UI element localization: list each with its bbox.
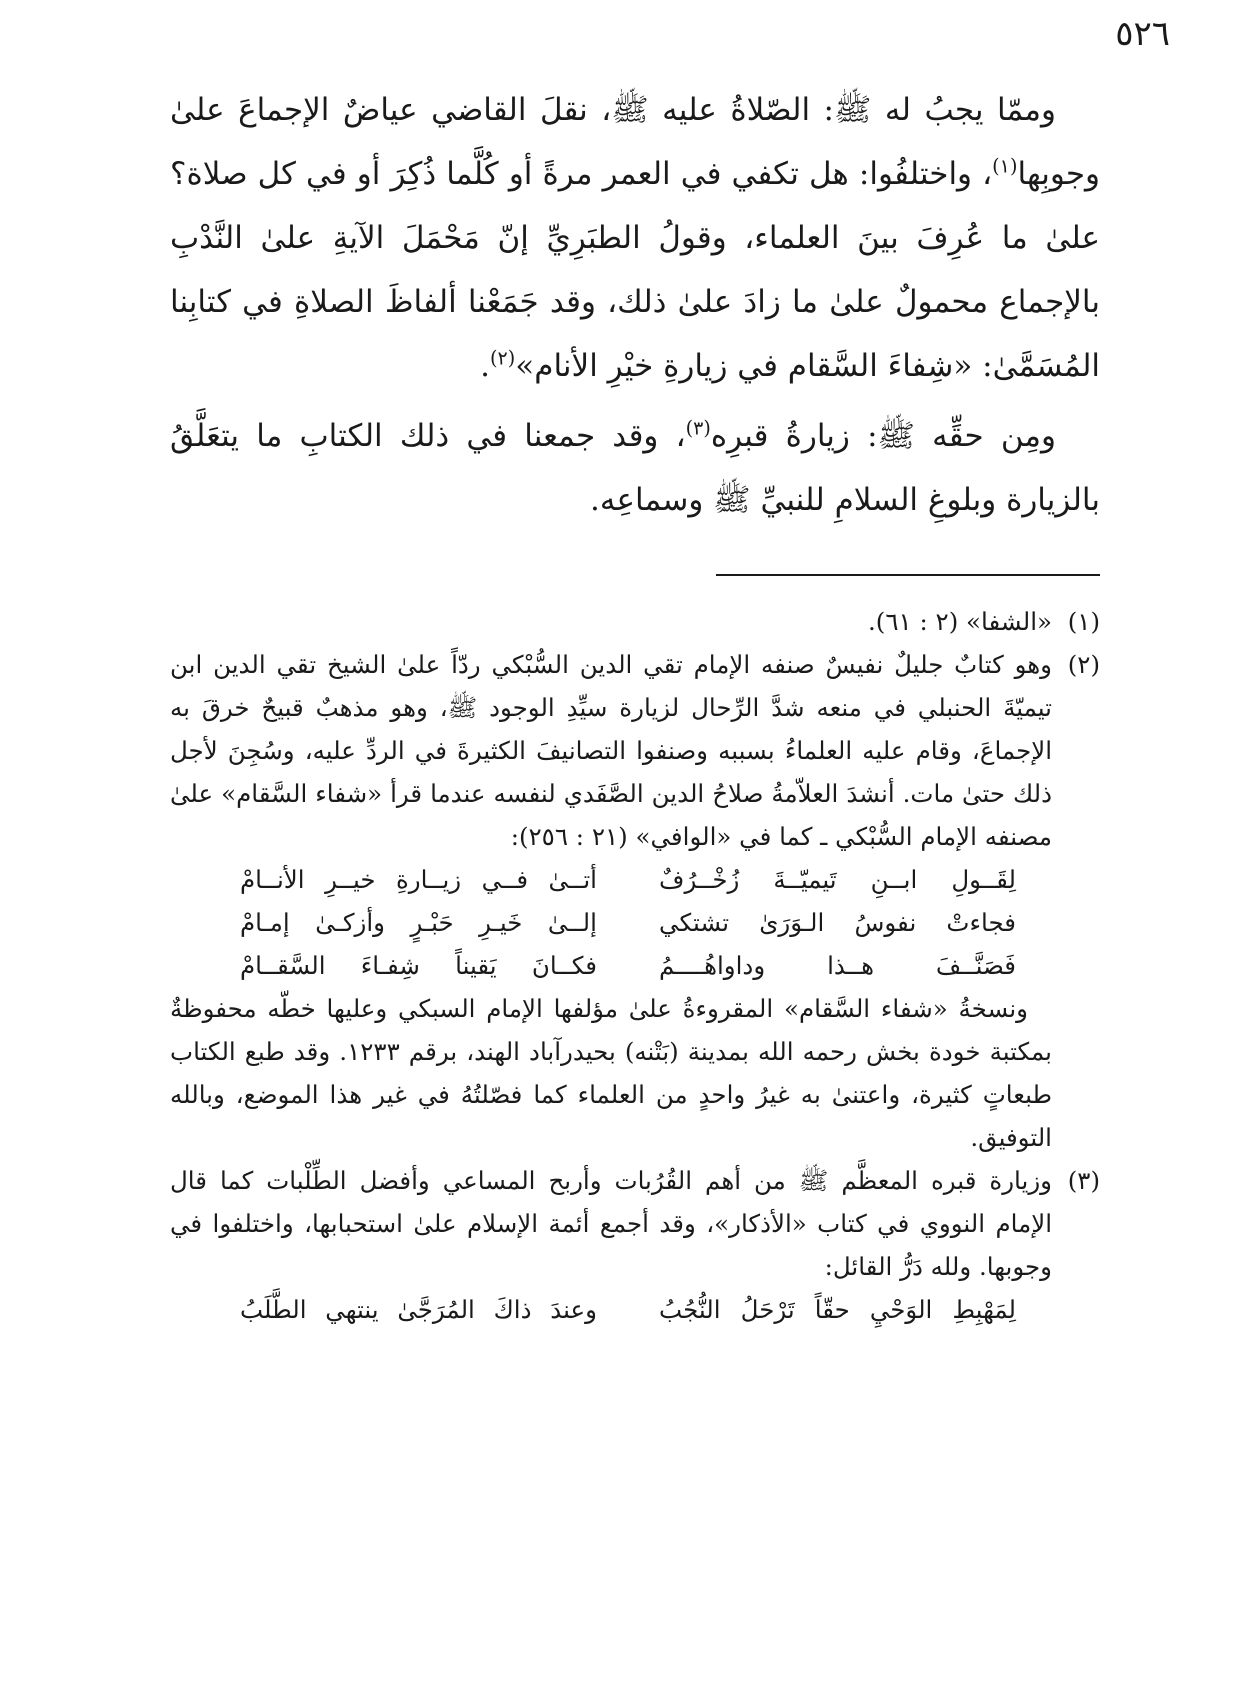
footnote-ref-1: (١) [992, 154, 1018, 178]
footnote-1 [170, 600, 1100, 643]
poem-verse [240, 944, 1016, 987]
page-number: ٥٢٦ [1115, 14, 1170, 54]
footnote-1-number: (١) [1067, 607, 1100, 636]
poem-verse [240, 901, 1016, 944]
poem-verse [240, 1288, 1016, 1331]
footnote-separator [716, 574, 1100, 576]
footnote-2-poem [240, 858, 1016, 987]
footnote-2-outro: ونسخةُ «شفاء السَّقام» المقروءةُ علىٰ مؤلفها الإمام السبكي وعليها خطّه محفوظةٌ بمكتبة خودة بخش رحمه الله بمدينة (بَتْنه) بحيدرآباد الهند، برقم ١٢٣٣. وقد طبع الكتاب طبعاتٍ كثيرة، واعتنىٰ به غيرُ واحدٍ من العلماء كما فصّلتُهُ في غير هذا الموضع، وبالله التوفيق. [170, 994, 1052, 1152]
footnote-3-body [170, 1159, 1052, 1331]
footnote-1-text: «الشفا» (٢ : ٦١). [867, 607, 1052, 636]
paragraph-1-end: . [480, 348, 490, 384]
poem-hemistich-second: أتــىٰ فــي زيــارةِ خيــرِ الأنــامْ [240, 865, 597, 894]
footnote-3-intro: وزيارة قبره المعظَّم ﷺ من أهم القُرُبات وأربح المساعي وأفضل الطِّلْبات كما قال الإمام النووي في كتاب «الأذكار»، وقد أجمع أئمة الإسلام علىٰ استحبابها، واختلفوا في وجوبها. ولله دَرُّ القائل: [170, 1166, 1052, 1281]
poem-hemistich-second: فكــانَ يَقيناً شِفـاءَ السَّقــامْ [240, 951, 597, 980]
paragraph-1-start: وممّا يجبُ له ﷺ: الصّلاةُ عليه ﷺ، نقلَ القاضي عياضٌ الإجماعَ علىٰ وجوبِها [170, 92, 1101, 192]
footnote-3-poem [240, 1288, 1016, 1331]
poem-hemistich-first: فجاءتْ نفوسُ الـوَرَىٰ تشتكي [659, 908, 1016, 937]
paragraph-2-start: ومِن حقِّه ﷺ: زيارةُ قبرِه [710, 418, 1056, 454]
poem-verse [240, 858, 1016, 901]
poem-hemistich-second: إلــىٰ خَيـرِ حَبْـرٍ وأزكـىٰ إمـامْ [240, 908, 597, 937]
poem-hemistich-first: لِقَــولِ ابــنِ تَيميّــةَ زُخْــرُفٌ [659, 865, 1016, 894]
footnote-ref-3: (٣) [685, 416, 711, 440]
main-paragraph-1 [170, 78, 1100, 398]
paragraph-2-continuation: ، وقد جمعنا في ذلك الكتابِ ما يتعَلَّقُ بالزيارة وبلوغِ السلامِ للنبيِّ ﷺ وسماعِه. [170, 418, 1100, 518]
poem-hemistich-second: وعندَ ذاكَ المُرَجَّىٰ ينتهي الطَّلَبُ [240, 1295, 597, 1324]
footnotes [170, 600, 1100, 1331]
footnote-2-body [170, 643, 1052, 1159]
poem-hemistich-first: فَصَنَّــفَ هــذا وداواهُــــمُ [659, 951, 1016, 980]
footnote-ref-2: (٢) [489, 346, 516, 370]
footnote-2-intro: وهو كتابٌ جليلٌ نفيسٌ صنفه الإمام تقي الدين السُّبْكي ردّاً علىٰ الشيخ تقي الدين ابن تيميّةَ الحنبلي في منعه شدَّ الرِّحال لزيارة سيِّدِ الوجود ﷺ، وهو مذهبٌ قبيحٌ خرقَ به الإجماعَ، وقام عليه العلماءُ بسببه وصنفوا التصانيفَ الكثيرةَ في الردِّ عليه، وسُجِنَ لأجل ذلك حتىٰ مات. أنشدَ العلاّمةُ صلاحُ الدين الصَّفَدي لنفسه عندما قرأ «شفاء السَّقام» علىٰ مصنفه الإمام السُّبْكي ـ كما في «الوافي» (٢١ : ٢٥٦): [170, 650, 1052, 851]
poem-hemistich-first: لِمَهْبِطِ الوَحْيِ حقّاً تَرْحَلُ النُّجُبُ [659, 1295, 1016, 1324]
footnote-3 [170, 1159, 1100, 1331]
footnote-1-body [170, 600, 1052, 643]
footnote-2-number: (٢) [1067, 650, 1100, 679]
main-paragraph-2 [170, 404, 1100, 532]
paragraph-1-continuation: ، واختلفُوا: هل تكفي في العمر مرةً أو كُلَّما ذُكِرَ أو في كل صلاة؟ علىٰ ما عُرِفَ بينَ العلماء، وقولُ الطبَرِيِّ إنّ مَحْمَلَ الآيةِ علىٰ النَّدْبِ بالإجماع محمولٌ علىٰ ما زادَ علىٰ ذلك، وقد جَمَعْنا ألفاظَ الصلاةِ في كتابِنا المُسَمَّىٰ: «شِفاءَ السَّقام في زيارةِ خيْرِ الأنام» [170, 156, 1100, 384]
footnote-3-number: (٣) [1067, 1166, 1100, 1195]
main-text [170, 78, 1100, 532]
footnote-2 [170, 643, 1100, 1159]
